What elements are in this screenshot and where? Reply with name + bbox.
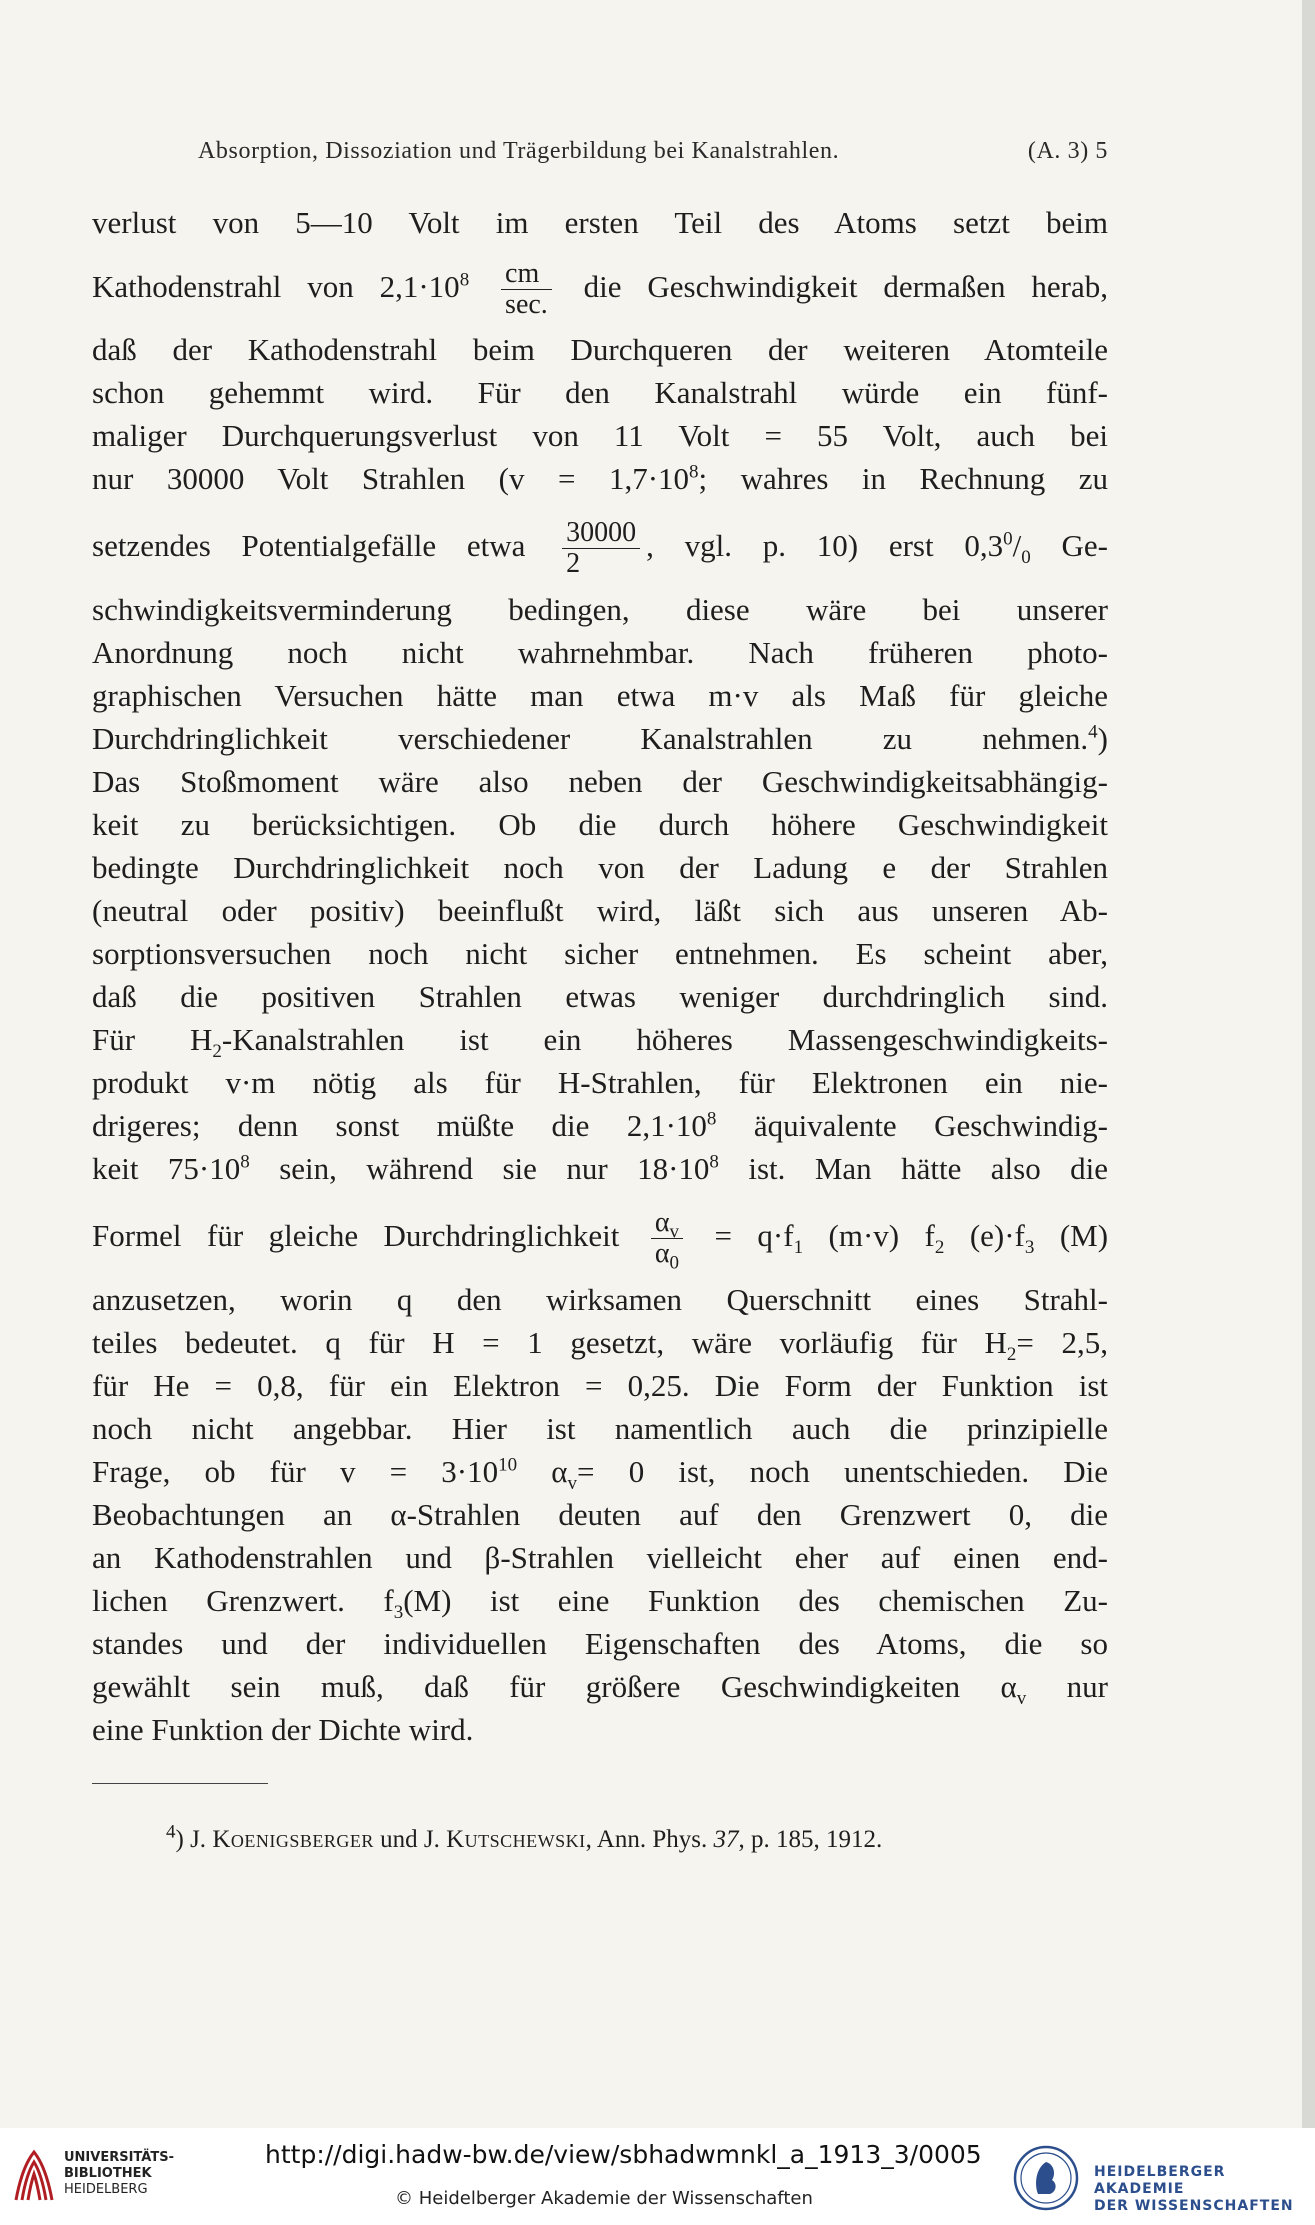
- text-line: teiles bedeutet. q für H = 1 gesetzt, wäre vorläufig für $H_2= 2,5$,: [92, 1325, 1108, 1366]
- text-line: verlust von 5—10 Volt im ersten Teil des Atoms setzt beim: [92, 205, 1108, 240]
- fraction: $\frac{30000}{2}$: [562, 518, 640, 579]
- text-line: keit $75\cdot 10^8$ sein, während sie nur $18\cdot 10^8$ ist. Man hätte also die: [92, 1151, 1109, 1186]
- copyright-notice: © Heidelberger Akademie der Wissenschaften: [395, 2188, 813, 2209]
- text-line: bedingte Durchdringlichkeit noch von der Ladung e der Strahlen: [92, 850, 1108, 885]
- academy-name: HEIDELBERGER AKADEMIE DER WISSENSCHAFTEN: [1094, 2164, 1294, 2214]
- text-line: lichen Grenzwert. $f_3(M)$ ist eine Funktion des chemischen Zu-: [92, 1583, 1108, 1624]
- text-line: Kathodenstrahl von $2,1\cdot 10^8$ $\frac{cm}{\sec.}$ die Geschwindigkeit dermaßen herab,: [92, 258, 1108, 321]
- text-line: schwindigkeitsverminderung bedingen, diese wäre bei unserer: [92, 592, 1108, 627]
- library-name: UNIVERSITÄTS- BIBLIOTHEK HEIDELBERG: [64, 2150, 174, 2197]
- page-edge: [1302, 0, 1315, 2128]
- text-line: Für $H_2$-Kanalstrahlen ist ein höheres Massengeschwindigkeits-: [92, 1022, 1108, 1063]
- text-line: daß die positiven Strahlen etwas weniger durchdringlich sind.: [92, 979, 1108, 1014]
- text-line: graphischen Versuchen hätte man etwa m·v als Maß für gleiche: [92, 678, 1108, 713]
- permalink-url[interactable]: http://digi.hadw-bw.de/view/sbhadwmnkl_a_1913_3/0005: [265, 2140, 982, 2169]
- text-line: keit zu berücksichtigen. Ob die durch höhere Geschwindigkeit: [92, 807, 1108, 842]
- text-line: setzendes Potentialgefälle etwa $\frac{30000}{2}$ , vgl. p. 10) erst $0,3^0/_0$ Ge-: [92, 517, 1108, 580]
- text-line: standes und der individuellen Eigenschaften des Atoms, die so: [92, 1626, 1108, 1661]
- text-line: schon gehemmt wird. Für den Kanalstrahl würde ein fünf-: [92, 375, 1108, 410]
- formula-line: Formel für gleiche Durchdringlichkeit $\frac{\alpha_v}{\alpha_0}$ = $q\cdot f_1$ (m·v) $f_2$ $(e)\cdot f_3$ (M): [92, 1207, 1109, 1274]
- running-header: [198, 138, 1108, 165]
- text-line: Das Stoßmoment wäre also neben der Geschwindigkeitsabhängig-: [92, 764, 1108, 799]
- text-line: Durchdringlichkeit verschiedener Kanalstrahlen zu nehmen.$^4$): [92, 721, 1108, 756]
- text-line: für He = 0,8, für ein Elektron = 0,25. Die Form der Funktion ist: [92, 1368, 1108, 1403]
- text-line: an Kathodenstrahlen und β-Strahlen vielleicht eher auf einen end-: [92, 1540, 1108, 1575]
- footnote-divider: [92, 1783, 268, 1784]
- text-line: gewählt sein muß, daß für größere Geschwindigkeiten $\alpha_v$ nur: [92, 1669, 1108, 1710]
- text-line: nur 30000 Volt Strahlen ($v = 1,7\cdot 10^8$; wahres in Rechnung zu: [92, 461, 1108, 496]
- text-line: sorptionsversuchen noch nicht sicher entnehmen. Es scheint aber,: [92, 936, 1108, 971]
- footnote: $^4$) J. Koenigsberger und J. Kutschewski, Ann. Phys. 37, p. 185, 1912.: [166, 1821, 883, 1853]
- university-library-logo-icon: [12, 2148, 56, 2204]
- header-page-ref: (A. 3) 5: [1027, 138, 1108, 164]
- viewer-footer: [0, 2128, 1315, 2225]
- text-line: Anordnung noch nicht wahrnehmbar. Nach früheren photo-: [92, 635, 1108, 670]
- text-line: maliger Durchquerungsverlust von 11 Volt = 55 Volt, auch bei: [92, 418, 1108, 453]
- text-line: produkt v·m nötig als für H-Strahlen, für Elektronen ein nie-: [92, 1065, 1108, 1100]
- text-line: eine Funktion der Dichte wird.: [92, 1712, 474, 1747]
- header-title: Absorption, Dissoziation und Trägerbildung bei Kanalstrahlen.: [198, 138, 840, 164]
- text-line: drigeres; denn sonst müßte die $2,1\cdot 10^8$ äquivalente Geschwindig-: [92, 1108, 1108, 1143]
- fraction: $\frac{\alpha_v}{\alpha_0}$: [651, 1208, 683, 1269]
- text-line: Beobachtungen an α-Strahlen deuten auf den Grenzwert 0, die: [92, 1497, 1108, 1532]
- text-line: (neutral oder positiv) beeinflußt wird, läßt sich aus unseren Ab-: [92, 893, 1108, 928]
- text-line: Frage, ob für $v = 3\cdot 10^{10}$ $\alpha_v= 0$ ist, noch unentschieden. Die: [92, 1454, 1108, 1495]
- text-line: noch nicht angebbar. Hier ist namentlich auch die prinzipielle: [92, 1411, 1108, 1446]
- text-line: anzusetzen, worin q den wirksamen Querschnitt eines Strahl-: [92, 1282, 1108, 1317]
- text-line: daß der Kathodenstrahl beim Durchqueren der weiteren Atomteile: [92, 332, 1108, 367]
- footnote-ref[interactable]: 4: [1088, 721, 1098, 743]
- fraction: $\frac{cm}{\sec.}$: [501, 259, 552, 320]
- academy-seal-icon: [1012, 2144, 1080, 2212]
